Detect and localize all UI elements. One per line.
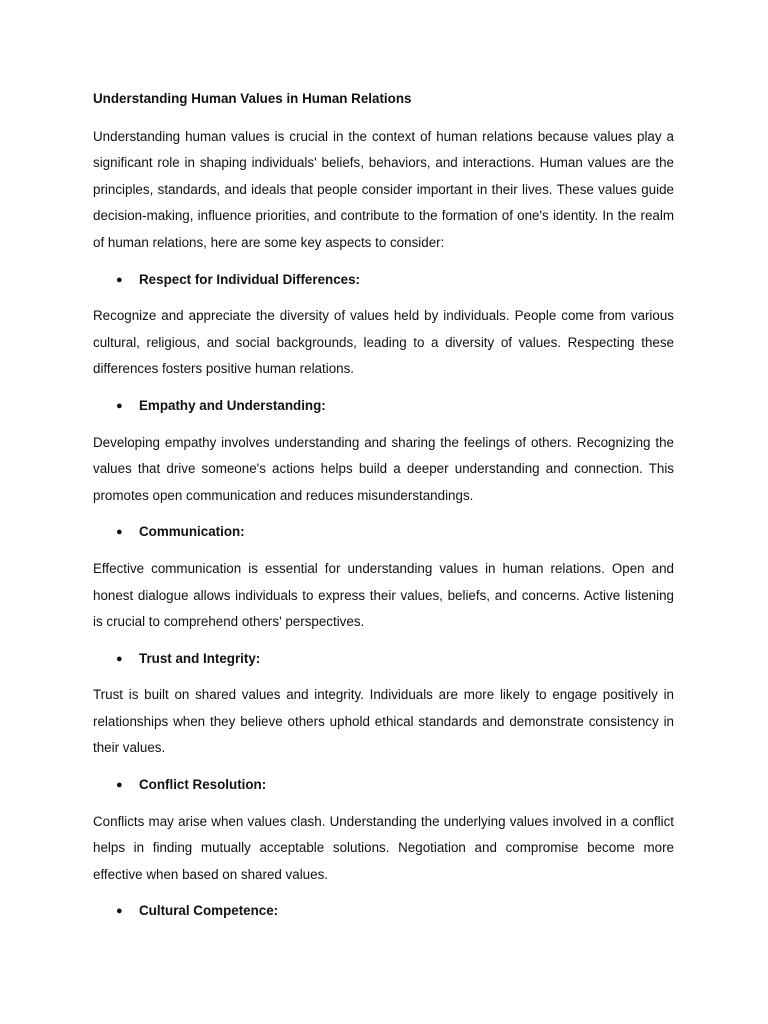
section-heading: Conflict Resolution: [139, 777, 267, 793]
section-paragraph-communication: Effective communication is essential for understanding values in human relations. Open and honest dialogue allows individuals to express their values, beliefs, and concerns. Active listening is crucial to comprehend others' perspectives. [93, 560, 674, 630]
bullet-icon: ● [116, 905, 123, 918]
bullet-icon: ● [116, 652, 123, 665]
bullet-icon: ● [116, 526, 123, 539]
bullet-heading-respect [93, 267, 674, 294]
section-paragraph-conflict: Conflicts may arise when values clash. Understanding the underlying values involved in a conflict helps in finding mutually acceptable solutions. Negotiation and compromise become more effective when based on shared values. [93, 813, 674, 882]
section-heading: Trust and Integrity: [139, 650, 261, 666]
bullet-heading-conflict [93, 772, 674, 799]
document-page [93, 86, 674, 935]
bullet-heading-communication [93, 519, 674, 546]
bullet-heading-trust [93, 646, 674, 673]
bullet-heading-cultural [93, 898, 674, 925]
bullet-icon: ● [116, 399, 123, 412]
section-paragraph-respect: Recognize and appreciate the diversity of values held by individuals. People come from various cultural, religious, and social backgrounds, leading to a diversity of values. Respecting these differences fosters positive human relations. [93, 308, 674, 377]
section-heading: Communication: [139, 524, 245, 540]
section-heading: Cultural Competence: [139, 903, 279, 919]
section-paragraph-empathy: Developing empathy involves understanding and sharing the feelings of others. Recognizing the values that drive someone's actions helps build a deeper understanding and connection. This promotes open communication and reduces misunderstandings. [93, 434, 674, 503]
section-heading: Respect for Individual Differences: [139, 271, 360, 287]
intro-paragraph: Understanding human values is crucial in the context of human relations because values play a significant role in shaping individuals' beliefs, behaviors, and interactions. Human values are the principles, standards, and ideals that people consider important in their lives. These values guide decision-making, influence priorities, and contribute to the formation of one's identity. In the realm of human relations, here are some key aspects to consider: [93, 128, 674, 250]
bullet-icon: ● [116, 779, 123, 792]
section-paragraph-trust: Trust is built on shared values and integrity. Individuals are more likely to engage positively in relationships when they believe others uphold ethical standards and demonstrate consistency in their values. [93, 687, 674, 756]
bullet-heading-empathy [93, 393, 674, 420]
document-title: Understanding Human Values in Human Relations [93, 91, 412, 106]
bullet-icon: ● [116, 273, 123, 286]
section-heading: Empathy and Understanding: [139, 397, 326, 413]
